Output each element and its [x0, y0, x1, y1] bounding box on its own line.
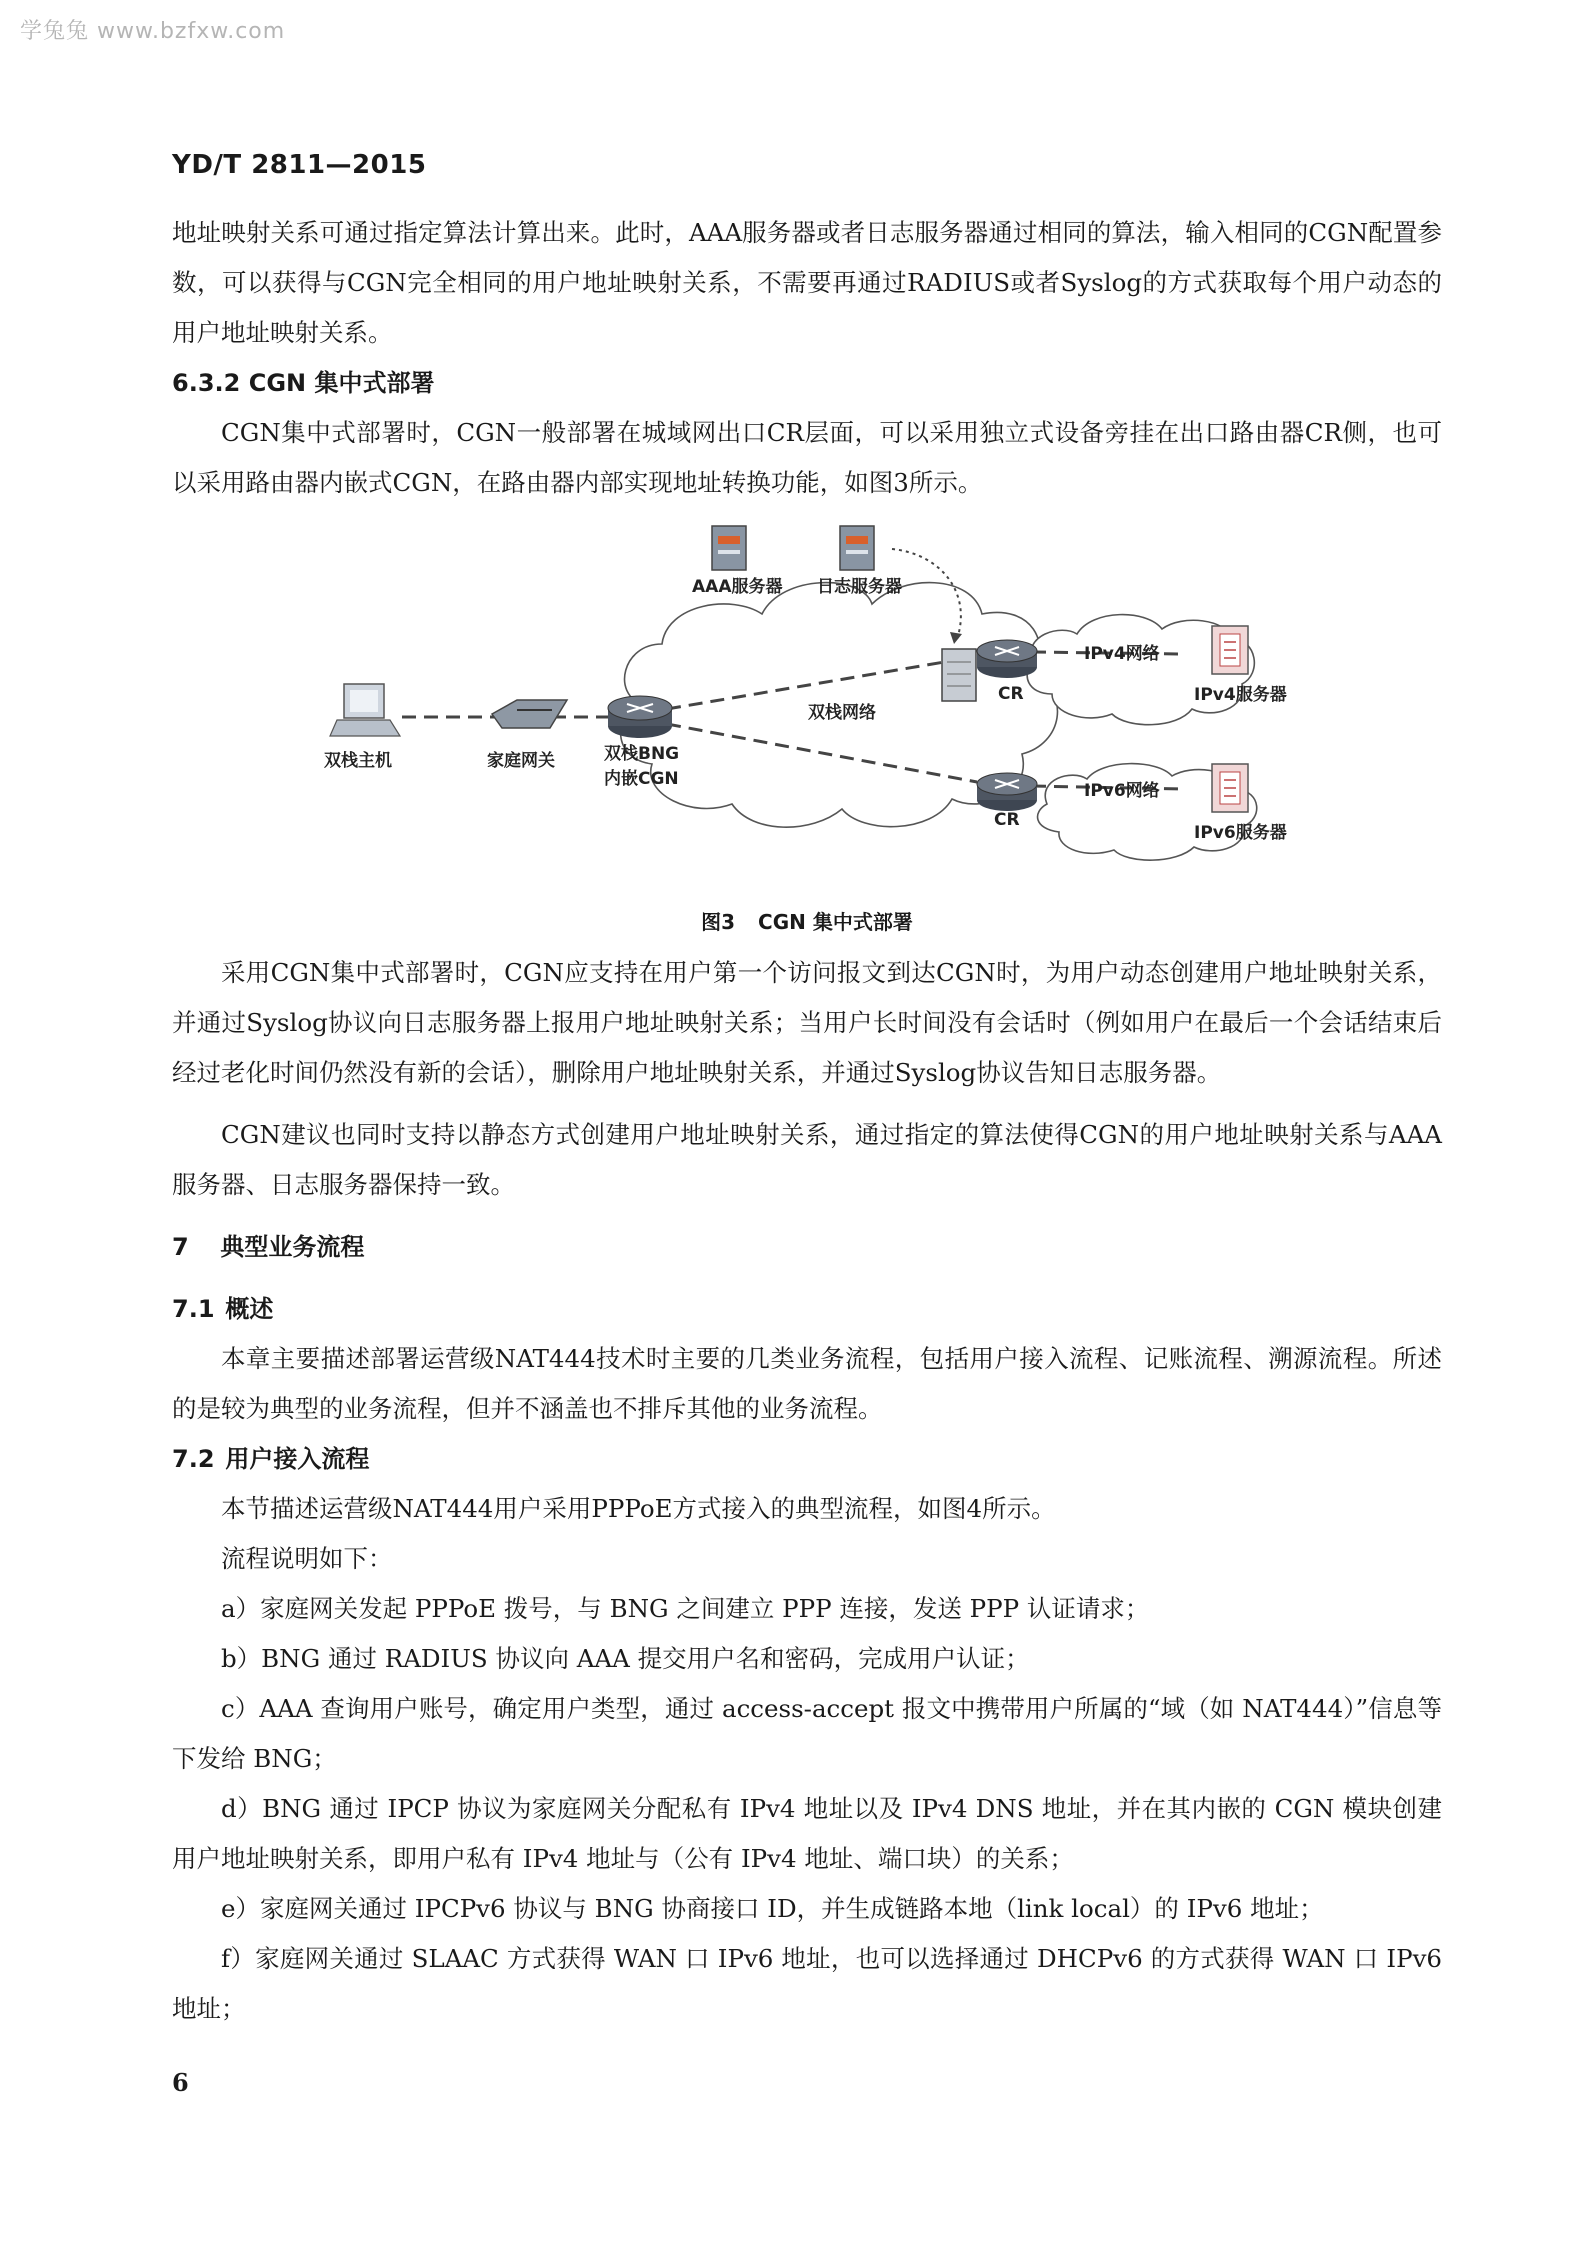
- ipv4-server-icon: [1212, 626, 1248, 674]
- caption-number: 图3: [701, 910, 736, 934]
- paragraph: 本节描述运营级NAT444用户采用PPPoE方式接入的典型流程，如图4所示。: [221, 1494, 1056, 1523]
- label-cr-bottom: CR: [994, 810, 1020, 830]
- section-title: CGN 集中式部署: [248, 369, 435, 397]
- document-code: YD/T 2811—2015: [172, 150, 427, 180]
- section-heading-6-3-2: [172, 358, 1442, 408]
- label-bng-line2: 内嵌CGN: [604, 769, 679, 789]
- section-title: 典型业务流程: [220, 1233, 365, 1261]
- label-bng-line1: 双栈BNG: [604, 744, 680, 764]
- figure-caption: [172, 902, 1442, 942]
- paragraph: 地址映射关系可通过指定算法计算出来。此时，AAA服务器或者日志服务器通过相同的算法，输入相同的CGN配置参数，可以获得与CGN完全相同的用户地址映射关系，不需要再通过RADIUS或者Syslog的方式获取每个用户动态的用户地址映射关系。: [172, 218, 1442, 347]
- label-ipv4-server: IPv4服务器: [1194, 685, 1287, 705]
- page-content: [172, 208, 1442, 2034]
- gateway-icon: [492, 700, 567, 728]
- section-title: 概述: [225, 1295, 274, 1323]
- label-ipv4-network: IPv4网络: [1084, 644, 1160, 664]
- page-number: 6: [172, 2068, 189, 2097]
- section-number: 7: [172, 1233, 189, 1261]
- cr-router-top-icon: [977, 640, 1037, 678]
- label-ipv6-network: IPv6网络: [1084, 781, 1160, 801]
- list-item: d）BNG 通过 IPCP 协议为家庭网关分配私有 IPv4 地址以及 IPv4 DNS 地址，并在其内嵌的 CGN 模块创建用户地址映射关系，即用户私有 IPv4 地址与（公有 IPv4 地址、端口块）的关系；: [172, 1794, 1442, 1873]
- label-home-gateway: 家庭网关: [487, 751, 555, 771]
- cgn-device-icon: [942, 649, 976, 701]
- section-heading-7-2: [172, 1434, 1442, 1484]
- label-dual-stack-network: 双栈网络: [808, 703, 876, 723]
- label-log-server: 日志服务器: [817, 577, 902, 597]
- paragraph: 流程说明如下：: [221, 1544, 393, 1573]
- section-number: 6.3.2: [172, 369, 241, 397]
- pc-icon: [330, 684, 400, 736]
- watermark: 学兔兔 www.bzfxw.com: [20, 19, 286, 44]
- cr-router-bottom-icon: [977, 773, 1037, 811]
- section-number: 7.2: [172, 1445, 215, 1473]
- paragraph: CGN集中式部署时，CGN一般部署在城域网出口CR层面，可以采用独立式设备旁挂在出口路由器CR侧，也可以采用路由器内嵌式CGN，在路由器内部实现地址转换功能，如图3所示。: [172, 418, 1442, 497]
- list-item: f）家庭网关通过 SLAAC 方式获得 WAN 口 IPv6 地址，也可以选择通过 DHCPv6 的方式获得 WAN 口 IPv6 地址；: [172, 1944, 1442, 2023]
- list-item: a）家庭网关发起 PPPoE 拨号，与 BNG 之间建立 PPP 连接，发送 PPP 认证请求；: [221, 1594, 1150, 1623]
- list-item: e）家庭网关通过 IPCPv6 协议与 BNG 协商接口 ID，并生成链路本地（link local）的 IPv6 地址；: [221, 1894, 1324, 1923]
- paragraph: 本章主要描述部署运营级NAT444技术时主要的几类业务流程，包括用户接入流程、记账流程、溯源流程。所述的是较为典型的业务流程，但并不涵盖也不排斥其他的业务流程。: [172, 1344, 1442, 1423]
- list-item: c）AAA 查询用户账号，确定用户类型，通过 access-accept 报文中携带用户所属的“域（如 NAT444）”信息等下发给 BNG；: [172, 1694, 1442, 1773]
- bng-router-icon: [608, 696, 672, 738]
- label-ipv6-server: IPv6服务器: [1194, 823, 1287, 843]
- ipv6-server-icon: [1212, 764, 1248, 812]
- paragraph: 采用CGN集中式部署时，CGN应支持在用户第一个访问报文到达CGN时，为用户动态创建用户地址映射关系，并通过Syslog协议向日志服务器上报用户地址映射关系；当用户长时间没有会话时（例如用户在最后一个会话结束后经过老化时间仍然没有新的会话），删除用户地址映射关系，并通过Syslog协议告知日志服务器。: [172, 958, 1442, 1087]
- section-heading-7: [172, 1222, 1442, 1272]
- label-cr-top: CR: [998, 684, 1024, 704]
- paragraph: CGN建议也同时支持以静态方式创建用户地址映射关系，通过指定的算法使得CGN的用户地址映射关系与AAA服务器、日志服务器保持一致。: [172, 1120, 1442, 1199]
- label-aaa-server: AAA服务器: [692, 577, 783, 597]
- section-number: 7.1: [172, 1295, 215, 1323]
- caption-title: CGN 集中式部署: [758, 910, 913, 934]
- log-server-icon: [840, 526, 874, 570]
- list-item: b）BNG 通过 RADIUS 协议向 AAA 提交用户名和密码，完成用户认证；: [221, 1644, 1030, 1673]
- aaa-server-icon: [712, 526, 746, 570]
- network-diagram: [172, 514, 1442, 894]
- figure-3: [172, 514, 1442, 894]
- section-heading-7-1: [172, 1284, 1442, 1334]
- label-dual-stack-host: 双栈主机: [324, 751, 392, 771]
- section-title: 用户接入流程: [225, 1445, 370, 1473]
